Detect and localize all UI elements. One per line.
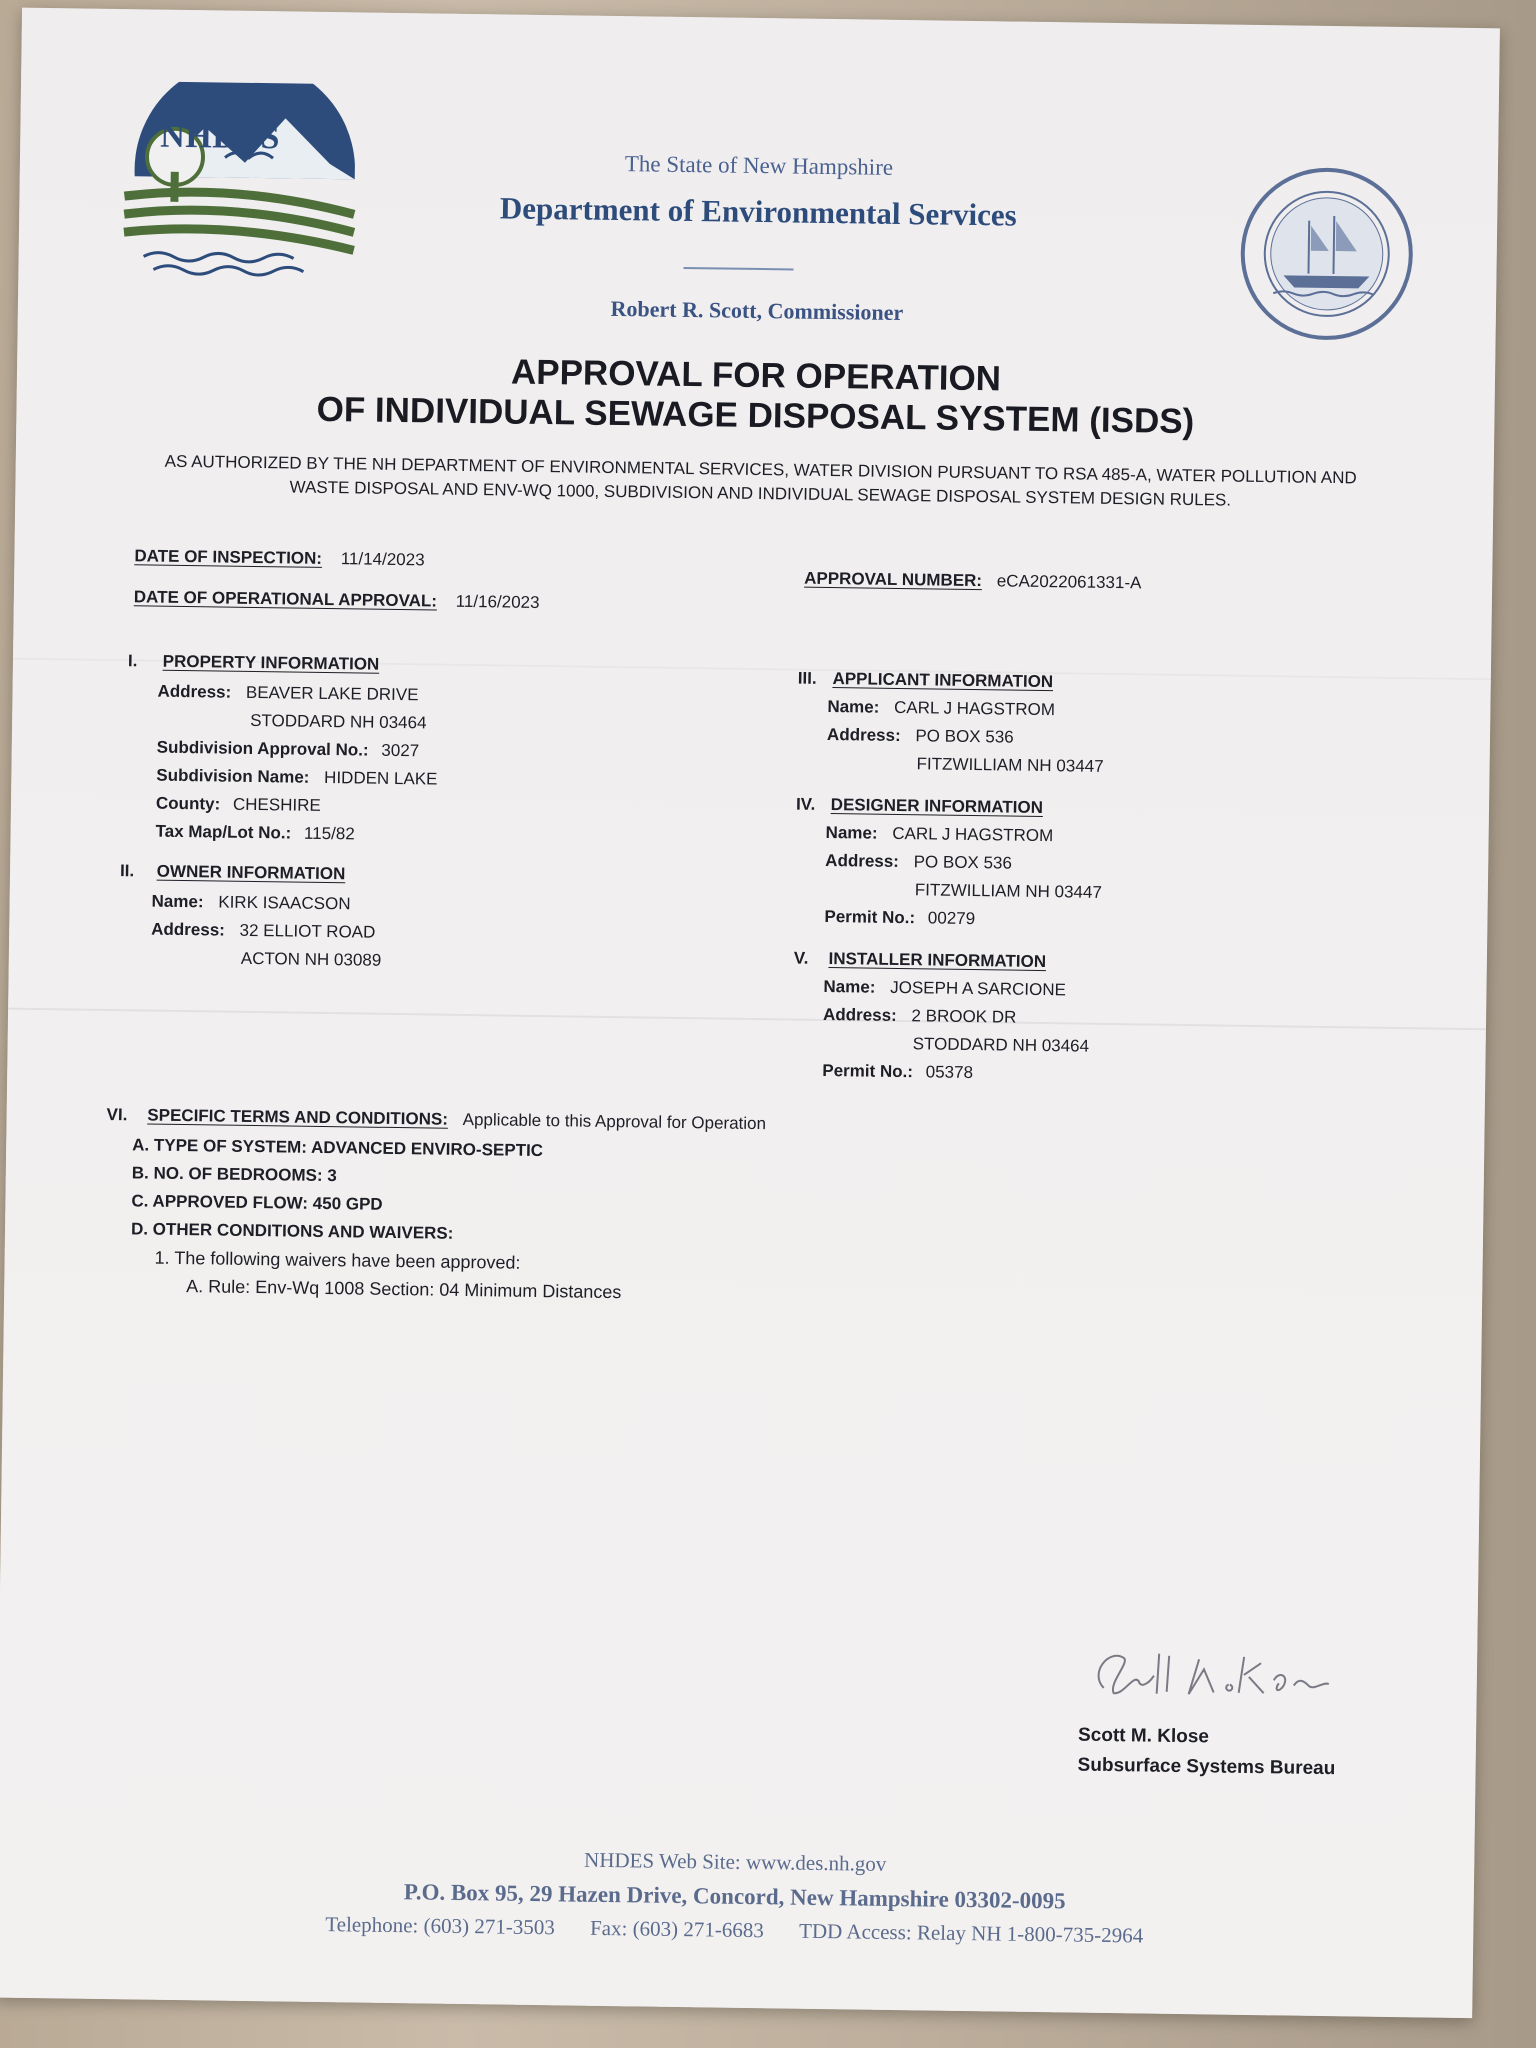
section-number: II. — [119, 861, 135, 881]
county-label: County: — [155, 793, 221, 814]
owner-address-row — [151, 920, 375, 943]
signature-image — [1078, 1633, 1339, 1717]
waiver-intro: 1. The following waivers have been approved: — [154, 1247, 521, 1273]
designer-heading: DESIGNER INFORMATION — [830, 795, 1044, 818]
subdivision-name-label: Subdivision Name: — [156, 765, 310, 787]
section-number: I. — [127, 651, 138, 671]
owner-name-label: Name: — [151, 891, 204, 912]
state-seal-icon — [1238, 165, 1416, 343]
county-row — [156, 794, 321, 816]
applicant-name-label: Name: — [827, 696, 880, 717]
designer-permit-value: 00279 — [927, 908, 976, 929]
designer-address-row — [825, 851, 1012, 874]
applicant-name-row — [827, 697, 1055, 720]
applicant-address-row — [827, 725, 1014, 748]
approval-number-value: eCA2022061331-A — [996, 571, 1142, 593]
term-other-conditions: D. OTHER CONDITIONS AND WAIVERS: — [130, 1219, 454, 1243]
terms-heading: SPECIFIC TERMS AND CONDITIONS: — [147, 1105, 449, 1129]
installer-permit-value: 05378 — [925, 1062, 974, 1083]
applicant-name-value: CARL J HAGSTROM — [893, 697, 1056, 720]
property-address-line-2: STODDARD NH 03464 — [250, 710, 427, 733]
term-approved-flow: C. APPROVED FLOW: 450 GPD — [131, 1191, 383, 1214]
installer-address-row — [823, 1005, 1017, 1028]
operational-approval-value: 11/16/2023 — [455, 591, 540, 612]
installer-permit-row — [822, 1061, 973, 1083]
designer-permit-row — [824, 907, 975, 929]
designer-heading-row — [796, 795, 1043, 818]
property-address-line-1: BEAVER LAKE DRIVE — [245, 682, 419, 705]
property-address-label: Address: — [157, 681, 232, 702]
footer-address: P.O. Box 95, 29 Hazen Drive, Concord, New Hampshire 03302-0095 — [403, 1879, 1066, 1914]
authorization-statement: AS AUTHORIZED BY THE NH DEPARTMENT OF ENVIRONMENTAL SERVICES, WATER DIVISION PURSUANT TO RSA 485-A, WATER POLLUTION AND WASTE DISPOSAL AND ENV-WQ 1000, SUBDIVISION AND INDIVIDUAL SEWAGE DISPOSAL SYSTEM DESIGN RULES. — [164, 451, 1357, 510]
installer-name-label: Name: — [823, 976, 876, 997]
designer-address-line-2: FITZWILLIAM NH 03447 — [914, 880, 1103, 902]
paper-fold — [8, 1008, 1486, 1031]
designer-name-value: CARL J HAGSTROM — [892, 823, 1054, 846]
owner-address-label: Address: — [151, 919, 226, 940]
term-bedrooms: B. NO. OF BEDROOMS: 3 — [131, 1163, 337, 1186]
designer-address-line-1: PO BOX 536 — [913, 852, 1013, 873]
signer-bureau: Subsurface Systems Bureau — [1077, 1754, 1336, 1780]
tax-map-label: Tax Map/Lot No.: — [155, 821, 292, 843]
commissioner-name: Robert R. Scott, Commissioner — [610, 295, 904, 326]
inspection-date-row — [134, 546, 424, 570]
applicant-address-line-2: FITZWILLIAM NH 03447 — [916, 754, 1104, 776]
applicant-address-line-1: PO BOX 536 — [915, 726, 1014, 747]
header-rule — [683, 267, 793, 271]
owner-name-row — [151, 892, 350, 915]
signer-name: Scott M. Klose — [1077, 1724, 1210, 1748]
installer-address-label: Address: — [822, 1004, 897, 1025]
owner-name-value: KIRK ISAACSON — [218, 892, 351, 914]
approval-number-row — [804, 569, 1141, 594]
operational-approval-label: DATE OF OPERATIONAL APPROVAL: — [133, 587, 438, 611]
footer-tdd: TDD Access: Relay NH 1-800-735-2964 — [798, 1918, 1144, 1948]
terms-subheading: Applicable to this Approval for Operation — [462, 1109, 767, 1134]
property-heading: PROPERTY INFORMATION — [162, 651, 380, 674]
document-title-line-1: APPROVAL FOR OPERATION — [510, 352, 1002, 399]
designer-address-label: Address: — [825, 850, 900, 872]
subdivision-name-row — [156, 766, 437, 790]
section-number: III. — [797, 668, 817, 688]
owner-heading: OWNER INFORMATION — [156, 861, 346, 884]
logo-wordmark: NHDES — [160, 117, 281, 157]
inspection-date-label: DATE OF INSPECTION: — [134, 546, 323, 568]
applicant-heading-row — [798, 669, 1054, 693]
state-name: The State of New Hampshire — [624, 151, 894, 180]
subdivision-approval-value: 3027 — [381, 740, 420, 761]
installer-address-line-2: STODDARD NH 03464 — [912, 1034, 1090, 1056]
owner-heading-row — [120, 861, 346, 884]
installer-name-row — [823, 977, 1066, 1000]
subdivision-approval-row — [157, 738, 420, 762]
waiver-item: A. Rule: Env-Wq 1008 Section: 04 Minimum Distances — [186, 1276, 622, 1303]
footer-website: NHDES Web Site: www.des.nh.gov — [583, 1847, 887, 1876]
designer-name-row — [825, 823, 1053, 846]
document-page — [0, 8, 1500, 2018]
installer-name-value: JOSEPH A SARCIONE — [890, 977, 1067, 1000]
term-system-type: A. TYPE OF SYSTEM: ADVANCED ENVIRO-SEPTIC — [132, 1135, 544, 1161]
operational-approval-row — [134, 587, 540, 613]
tax-map-value: 115/82 — [303, 823, 355, 844]
document-title-line-2: OF INDIVIDUAL SEWAGE DISPOSAL SYSTEM (ISDS) — [316, 389, 1195, 442]
subdivision-name-value: HIDDEN LAKE — [323, 767, 438, 789]
department-name: Department of Environmental Services — [499, 190, 1017, 233]
applicant-address-label: Address: — [826, 724, 901, 746]
section-number: V. — [793, 948, 809, 968]
owner-address-line-2: ACTON NH 03089 — [240, 948, 382, 970]
property-address-row — [157, 682, 418, 706]
terms-heading-row — [106, 1105, 766, 1134]
approval-number-label: APPROVAL NUMBER: — [804, 568, 983, 591]
installer-address-line-1: 2 BROOK DR — [911, 1006, 1017, 1027]
tax-map-row — [155, 822, 354, 845]
installer-permit-label: Permit No.: — [822, 1060, 914, 1082]
footer-telephone: Telephone: (603) 271-3503 — [325, 1912, 556, 1940]
section-number: VI. — [106, 1104, 128, 1125]
designer-permit-label: Permit No.: — [824, 906, 916, 928]
designer-name-label: Name: — [825, 822, 878, 843]
property-heading-row — [128, 651, 380, 675]
installer-heading-row — [794, 949, 1047, 973]
inspection-date-value: 11/14/2023 — [340, 549, 425, 570]
owner-address-line-1: 32 ELLIOT ROAD — [239, 920, 376, 942]
applicant-heading: APPLICANT INFORMATION — [832, 669, 1054, 692]
subdivision-approval-label: Subdivision Approval No.: — [156, 737, 369, 760]
county-value: CHESHIRE — [232, 794, 321, 815]
footer-fax: Fax: (603) 271-6683 — [589, 1915, 765, 1943]
installer-heading: INSTALLER INFORMATION — [828, 949, 1047, 972]
section-number: IV. — [795, 794, 816, 814]
